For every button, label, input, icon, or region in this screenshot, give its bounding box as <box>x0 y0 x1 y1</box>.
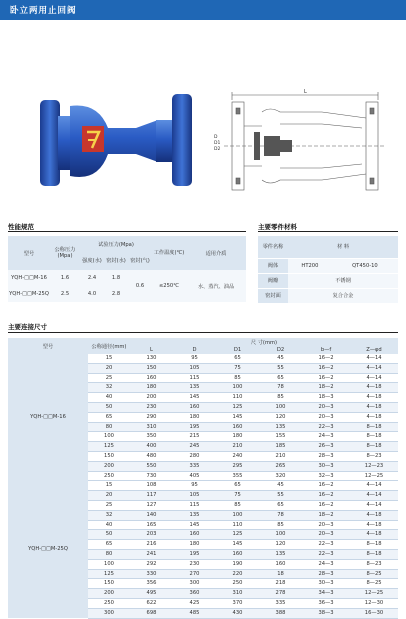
cell-material: 复合合金 <box>288 288 398 303</box>
table-cell: 203 <box>130 530 173 540</box>
table-cell: 200 <box>88 461 130 471</box>
table-cell: 230 <box>130 402 173 412</box>
table-cell: 250 <box>88 598 130 608</box>
table-cell: 130 <box>130 354 173 363</box>
table-cell: 75 <box>216 491 259 501</box>
cell-part-name: 密封面 <box>258 288 288 303</box>
table-cell: 18—2 <box>302 510 350 520</box>
table-cell: 120 <box>259 540 302 550</box>
col-model: 型号 <box>8 338 88 354</box>
table-cell: 300 <box>173 579 216 589</box>
table-cell: 220 <box>216 569 259 579</box>
table-cell: 65 <box>216 354 259 363</box>
page-title: 卧立两用止回阀 <box>10 6 77 16</box>
table-cell: 16—2 <box>302 500 350 510</box>
cell-model: YQH-□□M-25Q <box>8 481 88 618</box>
table-cell: 335 <box>259 598 302 608</box>
table-cell: 36—3 <box>302 598 350 608</box>
table-cell: 4—18 <box>350 510 398 520</box>
table-cell: 265 <box>259 461 302 471</box>
col-z-d: Z—φd <box>350 346 398 354</box>
table-cell: 210 <box>216 442 259 452</box>
col-model: 型号 <box>8 236 50 270</box>
table-cell: 356 <box>130 579 173 589</box>
performance-section-title: 性能规范 <box>8 223 34 231</box>
table-cell: 160 <box>130 373 173 383</box>
table-cell: 335 <box>173 461 216 471</box>
table-cell: 355 <box>216 471 259 481</box>
performance-divider <box>8 231 246 232</box>
table-cell: 16—2 <box>302 491 350 501</box>
table-cell: 110 <box>216 520 259 530</box>
title-bar <box>0 0 406 20</box>
table-row <box>258 273 398 288</box>
table-cell: 12—23 <box>350 461 398 471</box>
table-row <box>8 354 398 363</box>
table-cell: 24—3 <box>302 432 350 442</box>
valve-photo <box>38 92 196 188</box>
table-cell: 78 <box>259 510 302 520</box>
table-cell: 65 <box>88 540 130 550</box>
table-cell: 160 <box>259 559 302 569</box>
table-cell: 215 <box>173 432 216 442</box>
col-dn: 公称通径(mm) <box>88 338 130 354</box>
table-cell: 28—3 <box>302 451 350 461</box>
table-cell: 125 <box>88 442 130 452</box>
table-cell: 4—14 <box>350 491 398 501</box>
table-cell: 250 <box>216 579 259 589</box>
col-temp: 工作温度(℃) <box>152 236 186 270</box>
table-cell: 430 <box>216 608 259 618</box>
table-cell: 80 <box>88 549 130 559</box>
table-cell: 34—3 <box>302 589 350 599</box>
table-cell: 698 <box>130 608 173 618</box>
table-cell: 730 <box>130 471 173 481</box>
table-cell: 180 <box>173 540 216 550</box>
table-cell: 127 <box>130 500 173 510</box>
table-cell: 65 <box>88 412 130 422</box>
table-cell: 270 <box>173 569 216 579</box>
col-L: L <box>130 346 173 354</box>
table-cell: 20—3 <box>302 530 350 540</box>
table-cell: 8—23 <box>350 559 398 569</box>
table-cell: 85 <box>259 520 302 530</box>
table-cell: 8—25 <box>350 569 398 579</box>
cell-temp: ≤250℃ <box>152 270 186 302</box>
table-cell: 180 <box>173 412 216 422</box>
table-cell: 300 <box>88 608 130 618</box>
cell-strength: 4.0 <box>80 286 104 302</box>
cell-model: YQH-□□M-25Q <box>8 286 50 302</box>
table-cell: 22—3 <box>302 549 350 559</box>
table-row <box>258 258 398 273</box>
cell-part-name: 阀体 <box>258 258 288 273</box>
dim-label-D1: D1 <box>214 141 221 146</box>
table-cell: 50 <box>88 402 130 412</box>
col-material: 材 料 <box>288 236 398 258</box>
table-cell: 20—3 <box>302 412 350 422</box>
table-cell: 50 <box>88 530 130 540</box>
table-cell: 145 <box>216 412 259 422</box>
table-cell: 4—18 <box>350 530 398 540</box>
table-cell: 230 <box>173 559 216 569</box>
table-cell: 95 <box>173 481 216 491</box>
table-cell: 200 <box>130 393 173 403</box>
table-cell: 150 <box>88 451 130 461</box>
table-cell: 4—14 <box>350 373 398 383</box>
parts-table <box>258 236 398 304</box>
table-cell: 145 <box>216 540 259 550</box>
table-cell: 370 <box>216 598 259 608</box>
table-cell: 95 <box>173 354 216 363</box>
dim-label-D: D <box>214 135 218 140</box>
table-cell: 290 <box>130 412 173 422</box>
table-cell: 485 <box>173 608 216 618</box>
cell-strength: 2.4 <box>80 270 104 286</box>
table-cell: 100 <box>88 432 130 442</box>
table-cell: 495 <box>130 589 173 599</box>
table-cell: 216 <box>130 540 173 550</box>
table-cell: 85 <box>216 373 259 383</box>
table-cell: 4—18 <box>350 412 398 422</box>
table-cell: 135 <box>259 549 302 559</box>
table-cell: 12—25 <box>350 471 398 481</box>
cell-pressure: 2.5 <box>50 286 80 302</box>
table-cell: 241 <box>130 549 173 559</box>
table-cell: 4—18 <box>350 393 398 403</box>
table-cell: 280 <box>173 451 216 461</box>
cell-seal: 1.8 <box>104 270 128 286</box>
table-cell: 30—3 <box>302 461 350 471</box>
table-cell: 16—2 <box>302 354 350 363</box>
table-cell: 78 <box>259 383 302 393</box>
performance-table <box>8 236 246 302</box>
table-cell: 145 <box>173 520 216 530</box>
table-cell: 278 <box>259 589 302 599</box>
table-cell: 20 <box>88 363 130 373</box>
table-row <box>258 288 398 303</box>
table-cell: 405 <box>173 471 216 481</box>
table-cell: 150 <box>88 579 130 589</box>
table-cell: 135 <box>259 422 302 432</box>
table-cell: 32—3 <box>302 471 350 481</box>
table-cell: 165 <box>130 520 173 530</box>
col-pressure: 公称压力(Mpa) <box>50 236 80 270</box>
table-row <box>8 270 246 286</box>
table-cell: 160 <box>173 530 216 540</box>
col-test-pressure: 试验压力(Mpa) <box>80 236 152 252</box>
cell-model: YQH-□□M-16 <box>8 270 50 286</box>
cell-model: YQH-□□M-16 <box>8 354 88 481</box>
table-cell: 140 <box>130 510 173 520</box>
table-cell: 292 <box>130 559 173 569</box>
table-cell: 24—3 <box>302 559 350 569</box>
table-cell: 135 <box>173 383 216 393</box>
dims-section-title: 主要连接尺寸 <box>8 323 47 331</box>
table-cell: 125 <box>88 569 130 579</box>
table-cell: 32 <box>88 510 130 520</box>
table-cell: 125 <box>216 530 259 540</box>
table-cell: 65 <box>216 481 259 491</box>
table-cell: 350 <box>130 432 173 442</box>
table-row <box>8 481 398 491</box>
valve-section-drawing <box>212 88 390 192</box>
dim-label-D2: D2 <box>214 147 221 152</box>
table-cell: 105 <box>173 363 216 373</box>
table-cell: 190 <box>216 559 259 569</box>
table-cell: 160 <box>173 402 216 412</box>
table-cell: 65 <box>259 373 302 383</box>
table-cell: 195 <box>173 422 216 432</box>
table-cell: 425 <box>173 598 216 608</box>
dim-label-L: L <box>304 89 307 95</box>
table-cell: 330 <box>130 569 173 579</box>
table-cell: 195 <box>173 549 216 559</box>
table-cell: 185 <box>259 442 302 452</box>
parts-divider <box>258 231 398 232</box>
table-cell: 105 <box>173 491 216 501</box>
table-cell: 320 <box>259 471 302 481</box>
col-part-name: 零件名称 <box>258 236 288 258</box>
table-cell: 8—25 <box>350 579 398 589</box>
table-cell: 18 <box>259 569 302 579</box>
table-cell: 75 <box>216 363 259 373</box>
table-cell: 180 <box>216 432 259 442</box>
table-cell: 145 <box>173 393 216 403</box>
dims-table <box>8 338 398 619</box>
cell-air-seal: 0.6 <box>128 270 152 302</box>
table-cell: 200 <box>88 589 130 599</box>
table-cell: 28—3 <box>302 569 350 579</box>
table-cell: 100 <box>216 383 259 393</box>
table-cell: 310 <box>130 422 173 432</box>
table-cell: 55 <box>259 491 302 501</box>
table-cell: 360 <box>173 589 216 599</box>
table-cell: 15 <box>88 354 130 363</box>
table-cell: 8—23 <box>350 451 398 461</box>
col-seal: 密封(水) <box>104 252 128 270</box>
table-cell: 40 <box>88 520 130 530</box>
table-cell: 38—3 <box>302 608 350 618</box>
table-cell: 26—3 <box>302 442 350 452</box>
table-cell: 16—2 <box>302 373 350 383</box>
table-cell: 20 <box>88 491 130 501</box>
col-D: D <box>173 346 216 354</box>
cell-material: HT200 <box>288 258 332 273</box>
table-cell: 120 <box>259 412 302 422</box>
table-cell: 180 <box>130 383 173 393</box>
cell-material: 不锈钢 <box>288 273 398 288</box>
table-cell: 8—18 <box>350 549 398 559</box>
table-cell: 160 <box>216 549 259 559</box>
table-cell: 18—3 <box>302 393 350 403</box>
table-cell: 4—14 <box>350 481 398 491</box>
cell-material: QT450-10 <box>332 258 398 273</box>
table-cell: 115 <box>173 500 216 510</box>
cell-media: 水、蒸汽、油品 <box>186 270 246 302</box>
table-cell: 240 <box>216 451 259 461</box>
table-cell: 210 <box>259 451 302 461</box>
cell-part-name: 阀瓣 <box>258 273 288 288</box>
table-cell: 18—2 <box>302 383 350 393</box>
table-cell: 388 <box>259 608 302 618</box>
table-cell: 65 <box>259 500 302 510</box>
table-cell: 115 <box>173 373 216 383</box>
table-cell: 8—18 <box>350 442 398 452</box>
table-cell: 16—30 <box>350 608 398 618</box>
parts-section-title: 主要零件材料 <box>258 223 297 231</box>
table-cell: 125 <box>216 402 259 412</box>
table-cell: 12—30 <box>350 598 398 608</box>
col-b-f: b—f <box>302 346 350 354</box>
table-cell: 85 <box>259 393 302 403</box>
table-cell: 20—3 <box>302 520 350 530</box>
table-cell: 110 <box>216 393 259 403</box>
table-cell: 4—18 <box>350 520 398 530</box>
table-cell: 550 <box>130 461 173 471</box>
table-cell: 4—14 <box>350 354 398 363</box>
table-cell: 22—3 <box>302 422 350 432</box>
table-cell: 250 <box>88 471 130 481</box>
table-cell: 4—18 <box>350 383 398 393</box>
table-cell: 4—14 <box>350 363 398 373</box>
table-cell: 32 <box>88 383 130 393</box>
col-size: 尺 寸(mm) <box>130 338 398 346</box>
table-cell: 30—3 <box>302 579 350 589</box>
table-cell: 150 <box>130 363 173 373</box>
table-cell: 155 <box>259 432 302 442</box>
col-D1: D1 <box>216 346 259 354</box>
table-cell: 20—3 <box>302 402 350 412</box>
col-air-seal: 密封(气) <box>128 252 152 270</box>
table-cell: 45 <box>259 354 302 363</box>
dims-divider <box>8 332 398 333</box>
table-cell: 25 <box>88 373 130 383</box>
col-D2: D2 <box>259 346 302 354</box>
table-cell: 8—18 <box>350 422 398 432</box>
table-cell: 8—18 <box>350 432 398 442</box>
table-cell: 45 <box>259 481 302 491</box>
table-cell: 160 <box>216 422 259 432</box>
table-cell: 100 <box>216 510 259 520</box>
table-cell: 25 <box>88 500 130 510</box>
table-cell: 310 <box>216 589 259 599</box>
table-cell: 295 <box>216 461 259 471</box>
cell-seal: 2.8 <box>104 286 128 302</box>
col-strength: 强度(水) <box>80 252 104 270</box>
table-cell: 55 <box>259 363 302 373</box>
table-cell: 117 <box>130 491 173 501</box>
table-cell: 4—18 <box>350 402 398 412</box>
table-cell: 22—3 <box>302 540 350 550</box>
table-cell: 400 <box>130 442 173 452</box>
table-cell: 16—2 <box>302 363 350 373</box>
table-cell: 80 <box>88 422 130 432</box>
table-cell: 622 <box>130 598 173 608</box>
table-cell: 8—18 <box>350 540 398 550</box>
table-cell: 245 <box>173 442 216 452</box>
table-cell: 218 <box>259 579 302 589</box>
table-cell: 40 <box>88 393 130 403</box>
table-cell: 480 <box>130 451 173 461</box>
table-cell: 16—2 <box>302 481 350 491</box>
table-cell: 15 <box>88 481 130 491</box>
table-cell: 108 <box>130 481 173 491</box>
cell-pressure: 1.6 <box>50 270 80 286</box>
col-media: 适用介质 <box>186 236 246 270</box>
table-cell: 100 <box>88 559 130 569</box>
table-cell: 135 <box>173 510 216 520</box>
table-cell: 100 <box>259 530 302 540</box>
table-cell: 85 <box>216 500 259 510</box>
table-cell: 100 <box>259 402 302 412</box>
table-cell: 4—14 <box>350 500 398 510</box>
table-cell: 12—25 <box>350 589 398 599</box>
